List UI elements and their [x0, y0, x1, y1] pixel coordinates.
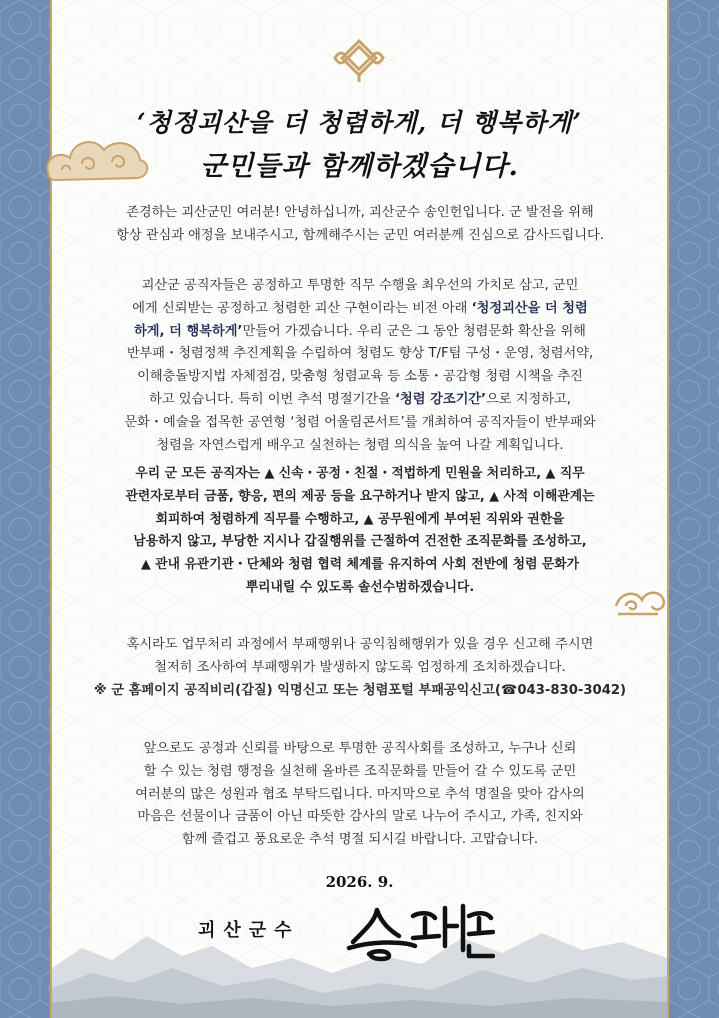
- emphasis-period-highlight: ‘청렴 강조기간’: [395, 391, 487, 407]
- letter-date: 2026. 9.: [325, 873, 394, 891]
- endless-knot-icon: [331, 38, 387, 82]
- text-line: [70, 389, 650, 412]
- handwritten-signature: [345, 896, 495, 962]
- greeting-paragraph: [70, 202, 650, 248]
- text-line: 할 수 있는 청렴 행정을 실천해 올바른 조직문화를 만들어 갈 수 있도록 군민: [143, 763, 577, 779]
- text-line: [70, 321, 650, 344]
- text-fragment: 에게 신뢰받는 공정하고 청렴한 괴산 구현이라는 비전 아래: [132, 300, 472, 316]
- text-line: 앞으로도 공정과 신뢰를 바탕으로 투명한 공직사회를 조성하고, 누구나 신뢰: [143, 741, 577, 756]
- text-line: 마음은 선물이나 금품이 아닌 따뜻한 감사의 말로 나누어 주시고, 가족, 친지와: [137, 809, 583, 825]
- text-line: 회피하여 청렴하게 직무를 수행하고, ▲ 공무원에게 부여된 직위와 권한을: [155, 511, 565, 527]
- pledge-paragraph: [70, 463, 650, 600]
- headline-line2: 군민들과 함께하겠습니다.: [200, 151, 519, 182]
- text-fragment: 으로 지정하고,: [486, 391, 571, 407]
- integrity-policy-paragraph: [70, 275, 650, 457]
- slogan-highlight: 하게, 더 행복하게’: [134, 323, 243, 339]
- text-line: 항상 관심과 애정을 보내주시고, 함께해주시는 군민 여러분께 진심으로 감사드립니다.: [116, 227, 604, 243]
- slogan-highlight: ‘청정괴산을 더 청렴: [471, 300, 588, 316]
- text-line: ▲ 관내 유관기관・단체와 청렴 협력 체계를 유지하여 사회 전반에 청렴 문화가: [140, 557, 580, 573]
- report-paragraph: [70, 634, 650, 702]
- signer-title: 괴산군수: [198, 920, 300, 941]
- headline-line1: ‘청정괴산을 더 청렴하게, 더 행복하게’: [136, 108, 583, 137]
- text-fragment: 만들어 가겠습니다. 우리 군은 그 동안 청렴문화 확산을 위해: [242, 323, 586, 339]
- text-line: [70, 298, 650, 321]
- text-line: 혹시라도 업무처리 과정에서 부패행위나 공익침해행위가 있을 경우 신고해 주시면: [126, 637, 594, 652]
- text-line: 존경하는 괴산군민 여러분! 안녕하십니까, 괴산군수 송인헌입니다. 군 발전을 위해: [126, 205, 594, 220]
- text-fragment: 하고 있습니다. 특히 이번 추석 명절기간을: [149, 391, 396, 407]
- text-line: 이해충돌방지법 자체점검, 맞춤형 청렴교육 등 소통・공감형 청렴 시책을 추진: [137, 369, 583, 385]
- report-contact-line: ※ 군 홈페이지 공직비리(갑질) 익명신고 또는 청렴포털 부패공익신고(☎043-830-3042): [93, 682, 627, 698]
- text-line: 우리 군 모든 공직자는 ▲ 신속・공정・친절・적법하게 민원을 처리하고, ▲ 직무: [135, 466, 585, 481]
- text-line: 관련자로부터 금품, 향응, 편의 제공 등을 요구하거나 받지 않고, ▲ 사적 이해관계는: [125, 488, 595, 504]
- text-line: 남용하지 않고, 부당한 지시나 갑질행위를 근절하여 건전한 조직문화를 조성하고,: [133, 534, 587, 550]
- text-line: 여러분의 많은 성원과 협조 부탁드립니다. 마지막으로 추석 명절을 맞아 감사의: [135, 786, 585, 802]
- closing-paragraph: [70, 738, 650, 852]
- text-line: 함께 즐겁고 풍요로운 추석 명절 되시길 바랍니다. 고맙습니다.: [181, 832, 539, 848]
- text-line: 문화・예술을 접목한 공연형 ‘청렴 어울림콘서트’를 개최하여 공직자들이 반부패와: [124, 414, 596, 430]
- text-line: 괴산군 공직자들은 공정하고 투명한 직무 수행을 최우선의 가치로 삼고, 군민: [141, 278, 579, 293]
- text-line: 청렴을 자연스럽게 배우고 실천하는 청렴 의식을 높여 나갈 계획입니다.: [156, 437, 564, 453]
- text-line: 반부패・청렴정책 추진계획을 수립하여 청렴도 향상 T/F팀 구성・운영, 청렴서약,: [126, 346, 594, 362]
- text-line: 뿌리내릴 수 있도록 솔선수범하겠습니다.: [245, 579, 475, 595]
- text-line: 철저히 조사하여 부패행위가 발생하지 않도록 엄정하게 조치하겠습니다.: [154, 659, 566, 675]
